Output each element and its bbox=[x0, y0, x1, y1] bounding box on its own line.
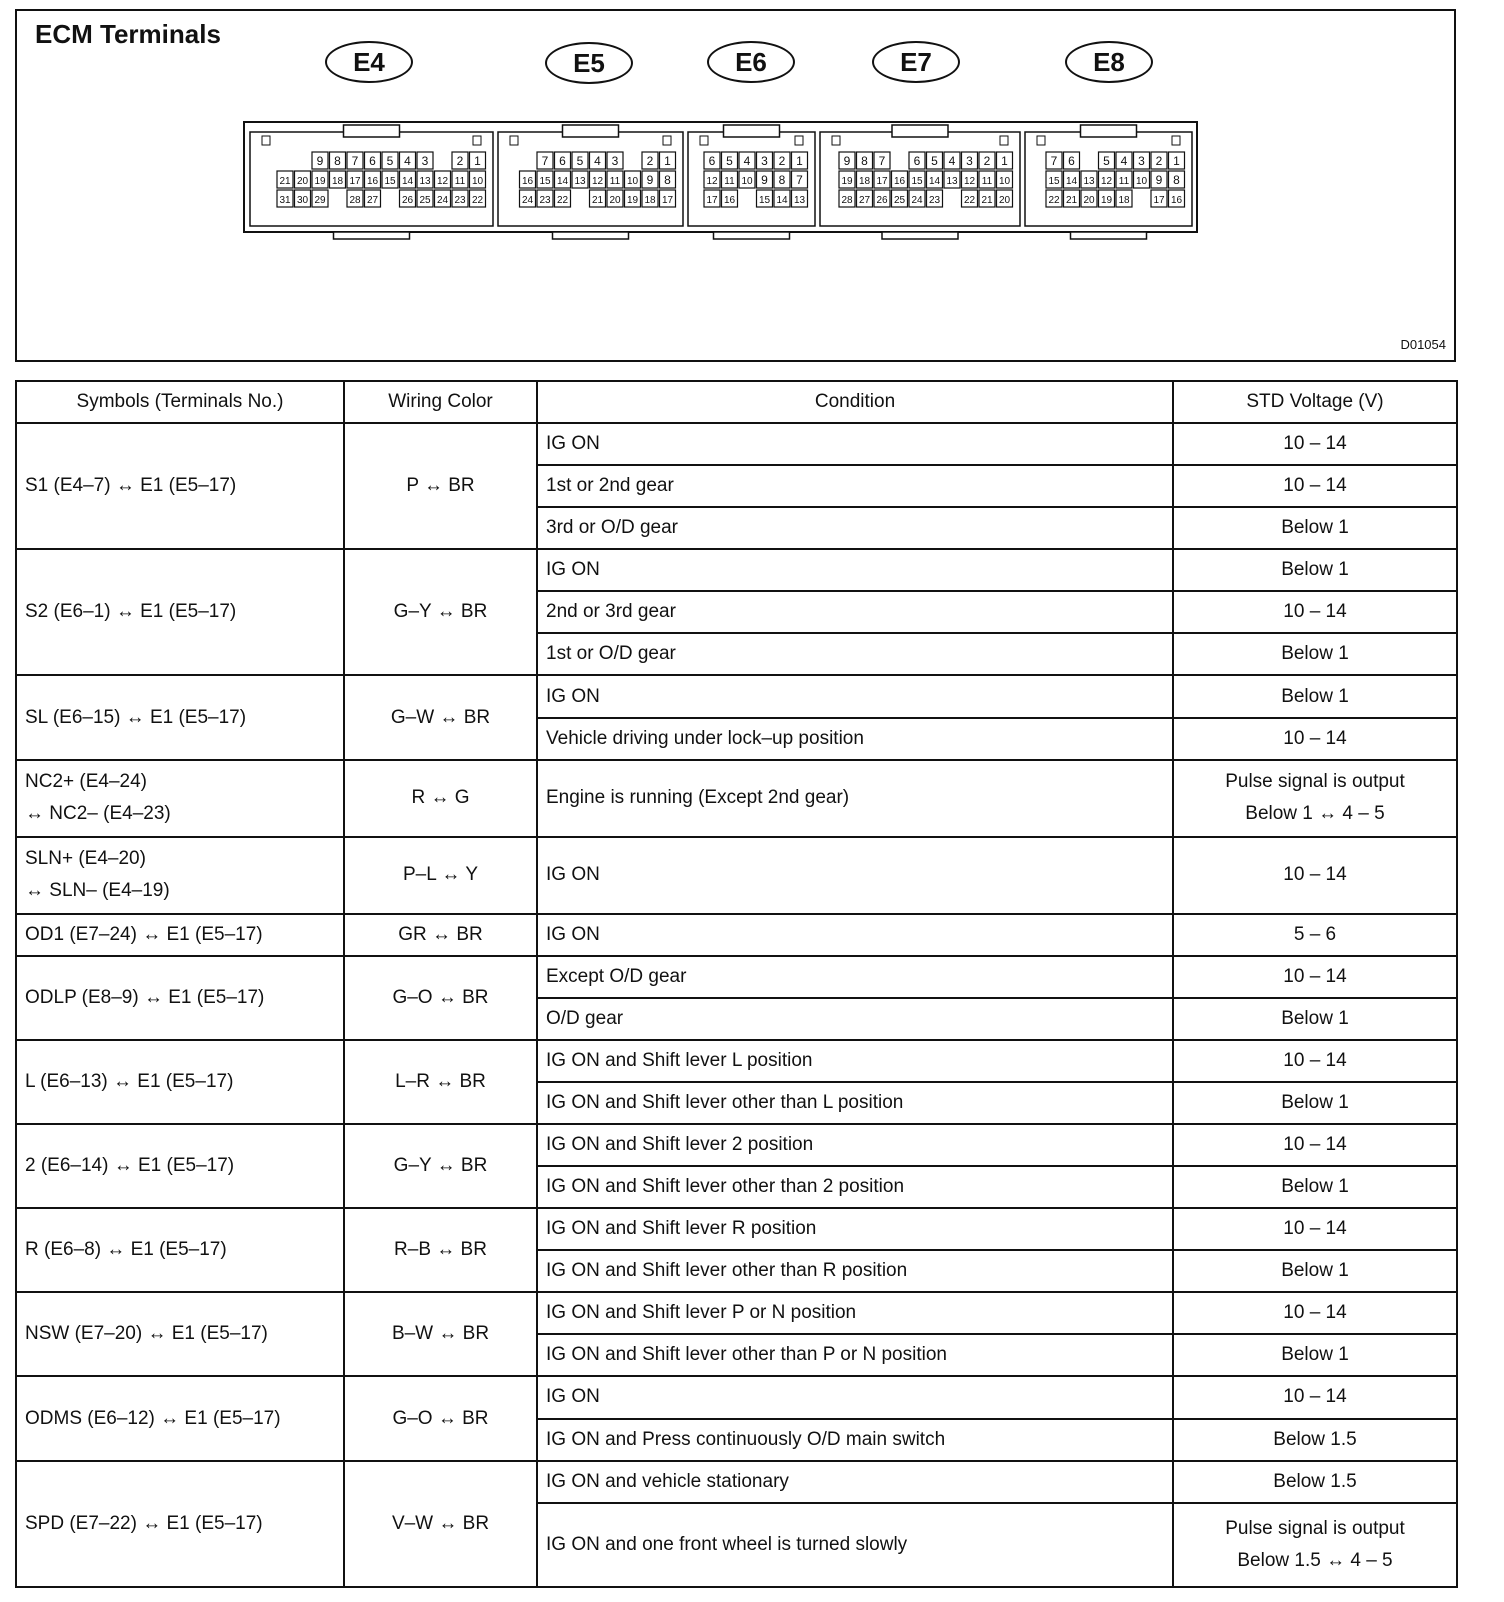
voltage-text: Below 1 bbox=[1281, 643, 1349, 665]
connector-tab bbox=[553, 232, 629, 239]
terminal-number: 4 bbox=[404, 154, 411, 168]
symbol-cell bbox=[16, 1208, 344, 1292]
terminal-number: 19 bbox=[626, 195, 639, 206]
terminal-number: 1 bbox=[664, 154, 671, 168]
voltage-cell bbox=[1173, 956, 1457, 998]
terminal-number: 12 bbox=[706, 176, 718, 187]
condition-cell: IG ON and Shift lever other than P or N position bbox=[537, 1334, 1173, 1376]
terminal-number: 1 bbox=[474, 154, 481, 168]
terminal-number: 9 bbox=[761, 173, 768, 187]
table-header-row bbox=[16, 381, 1457, 423]
terminal-number: 2 bbox=[778, 154, 786, 168]
terminal-number: 9 bbox=[843, 154, 851, 168]
condition-cell: IG ON and Shift lever other than R position bbox=[537, 1250, 1173, 1292]
voltage-text: 10 – 14 bbox=[1283, 1133, 1347, 1155]
terminal-number: 19 bbox=[841, 176, 853, 187]
voltage-cell bbox=[1173, 423, 1457, 465]
condition-cell: IG ON and one front wheel is turned slowly bbox=[537, 1503, 1173, 1587]
condition-cell: IG ON and Shift lever R position bbox=[537, 1208, 1173, 1250]
table-row bbox=[16, 956, 1457, 998]
symbol-cell bbox=[16, 956, 344, 1040]
terminal-number: 8 bbox=[1173, 173, 1180, 187]
terminal-number: 15 bbox=[384, 176, 396, 187]
terminal-number: 4 bbox=[948, 154, 956, 168]
terminal-number: 29 bbox=[314, 195, 326, 206]
voltage-text: Below 1 bbox=[1281, 1176, 1349, 1198]
terminal-number: 16 bbox=[893, 176, 906, 187]
terminal-number: 26 bbox=[401, 195, 414, 206]
terminal-number: 1 bbox=[1173, 154, 1180, 168]
wiring-color-cell: G–O ↔ BR bbox=[344, 956, 537, 1040]
symbol-cell bbox=[16, 760, 344, 837]
terminal-number: 8 bbox=[664, 173, 671, 187]
terminal-number: 21 bbox=[279, 176, 291, 187]
terminal-number: 5 bbox=[1103, 154, 1110, 168]
terminal-number: 11 bbox=[1118, 176, 1130, 187]
symbol-cell bbox=[16, 1040, 344, 1124]
terminal-number: 14 bbox=[776, 195, 788, 206]
wiring-color-cell: P ↔ BR bbox=[344, 423, 537, 549]
condition-cell: O/D gear bbox=[537, 998, 1173, 1040]
figure-id: D01054 bbox=[1400, 337, 1446, 352]
voltage-text: Below 1 bbox=[1281, 517, 1349, 539]
terminal-number: 9 bbox=[1155, 173, 1163, 187]
terminal-number: 18 bbox=[858, 176, 871, 187]
terminal-number: 19 bbox=[314, 176, 326, 187]
terminal-number: 10 bbox=[998, 176, 1011, 187]
terminal-number: 10 bbox=[471, 176, 484, 187]
voltage-text: Below 1 ↔ 4 – 5 bbox=[1245, 803, 1385, 825]
terminal-number: 23 bbox=[928, 195, 941, 206]
terminal-number: 26 bbox=[876, 195, 888, 206]
terminal-number: 27 bbox=[366, 195, 379, 206]
wiring-color-cell: G–Y ↔ BR bbox=[344, 549, 537, 675]
voltage-cell bbox=[1173, 507, 1457, 549]
terminal-number: 25 bbox=[893, 195, 906, 206]
header-condition: Condition bbox=[537, 381, 1173, 423]
figure-title: ECM Terminals bbox=[35, 19, 221, 49]
terminal-number: 14 bbox=[556, 176, 569, 187]
voltage-text: Below 1.5 bbox=[1273, 1470, 1357, 1492]
condition-cell: IG ON and Shift lever other than L position bbox=[537, 1082, 1173, 1124]
terminal-number: 27 bbox=[858, 195, 871, 206]
terminal-number: 21 bbox=[1065, 195, 1078, 206]
table-row bbox=[16, 760, 1457, 837]
voltage-text: 10 – 14 bbox=[1283, 1049, 1347, 1071]
terminal-number: 21 bbox=[981, 195, 993, 206]
voltage-cell bbox=[1173, 914, 1457, 956]
terminal-number: 15 bbox=[911, 176, 923, 187]
terminal-number: 7 bbox=[878, 154, 886, 168]
condition-cell: IG ON bbox=[537, 837, 1173, 914]
terminal-number: 22 bbox=[963, 195, 976, 206]
condition-cell: 1st or 2nd gear bbox=[537, 465, 1173, 507]
terminal-number: 31 bbox=[279, 195, 291, 206]
terminal-number: 6 bbox=[1068, 154, 1075, 168]
voltage-cell bbox=[1173, 1461, 1457, 1503]
terminal-number: 10 bbox=[741, 176, 753, 187]
terminal-number: 24 bbox=[521, 195, 534, 206]
terminal-number: 17 bbox=[661, 195, 674, 206]
terminal-number: 6 bbox=[913, 154, 921, 168]
terminal-number: 13 bbox=[419, 176, 431, 187]
voltage-text: 10 – 14 bbox=[1283, 1386, 1347, 1408]
voltage-cell bbox=[1173, 633, 1457, 675]
connector-label-e6: E6 bbox=[707, 41, 795, 83]
voltage-cell bbox=[1173, 1376, 1457, 1418]
symbol-text: L (E6–13) ↔ E1 (E5–17) bbox=[25, 1070, 234, 1092]
terminal-number: 6 bbox=[708, 154, 716, 168]
voltage-text: 10 – 14 bbox=[1283, 727, 1347, 749]
terminal-number: 17 bbox=[1153, 195, 1165, 206]
voltage-cell bbox=[1173, 1040, 1457, 1082]
terminal-number: 12 bbox=[963, 176, 976, 187]
table-row bbox=[16, 1376, 1457, 1418]
terminal-number: 6 bbox=[559, 154, 566, 168]
voltage-cell bbox=[1173, 718, 1457, 760]
symbol-cell bbox=[16, 1292, 344, 1376]
terminal-number: 4 bbox=[1120, 154, 1128, 168]
terminal-number: 15 bbox=[758, 195, 771, 206]
wiring-color-cell: G–W ↔ BR bbox=[344, 675, 537, 759]
terminal-number: 24 bbox=[911, 195, 923, 206]
terminal-number: 2 bbox=[646, 154, 654, 168]
voltage-cell bbox=[1173, 1334, 1457, 1376]
voltage-text: Below 1 bbox=[1281, 685, 1349, 707]
terminal-number: 22 bbox=[1048, 195, 1060, 206]
table-row bbox=[16, 549, 1457, 591]
symbol-text: NC2+ (E4–24) bbox=[25, 771, 147, 793]
terminal-number: 15 bbox=[539, 176, 551, 187]
table-row bbox=[16, 423, 1457, 465]
connector-label-e8: E8 bbox=[1065, 41, 1153, 83]
connector-label-e4: E4 bbox=[325, 41, 413, 83]
connector-key bbox=[262, 136, 270, 145]
table-row bbox=[16, 1461, 1457, 1503]
connector-latch bbox=[724, 125, 780, 137]
terminal-number: 1 bbox=[796, 154, 803, 168]
symbol-text: ↔ SLN– (E4–19) bbox=[25, 880, 170, 902]
condition-cell: 3rd or O/D gear bbox=[537, 507, 1173, 549]
wiring-color-cell: V–W ↔ BR bbox=[344, 1461, 537, 1587]
voltage-cell bbox=[1173, 675, 1457, 717]
terminal-number: 16 bbox=[1170, 195, 1183, 206]
symbol-cell bbox=[16, 423, 344, 549]
terminal-number: 24 bbox=[436, 195, 449, 206]
condition-cell: IG ON bbox=[537, 423, 1173, 465]
connector-key bbox=[510, 136, 518, 145]
symbol-cell bbox=[16, 914, 344, 956]
condition-cell: Engine is running (Except 2nd gear) bbox=[537, 760, 1173, 837]
symbol-cell bbox=[16, 549, 344, 675]
ecm-terminals-figure bbox=[15, 9, 1456, 362]
terminal-number: 13 bbox=[574, 176, 586, 187]
voltage-text: 5 – 6 bbox=[1293, 923, 1337, 945]
voltage-cell bbox=[1173, 1503, 1457, 1587]
terminal-number: 7 bbox=[796, 173, 803, 187]
connector-key bbox=[832, 136, 840, 145]
terminal-number: 5 bbox=[726, 154, 733, 168]
condition-cell: IG ON and vehicle stationary bbox=[537, 1461, 1173, 1503]
connector-latch bbox=[563, 125, 619, 137]
terminal-number: 3 bbox=[611, 154, 619, 168]
voltage-text: 10 – 14 bbox=[1283, 1302, 1347, 1324]
voltage-text: 10 – 14 bbox=[1283, 1218, 1347, 1240]
condition-cell: IG ON bbox=[537, 549, 1173, 591]
condition-cell: 1st or O/D gear bbox=[537, 633, 1173, 675]
symbol-text: ↔ NC2– (E4–23) bbox=[25, 803, 171, 825]
terminal-number: 28 bbox=[349, 195, 361, 206]
connector-label-e7: E7 bbox=[872, 41, 960, 83]
connector-key bbox=[795, 136, 803, 145]
wiring-color-cell: G–O ↔ BR bbox=[344, 1376, 537, 1460]
terminal-number: 8 bbox=[334, 154, 341, 168]
header-std-voltage: STD Voltage (V) bbox=[1173, 381, 1457, 423]
voltage-text: 10 – 14 bbox=[1283, 433, 1347, 455]
connector-key bbox=[663, 136, 671, 145]
terminal-number: 12 bbox=[436, 176, 449, 187]
terminal-number: 11 bbox=[981, 176, 993, 187]
voltage-text: Below 1 bbox=[1281, 1007, 1349, 1029]
terminal-number: 13 bbox=[793, 195, 806, 206]
terminal-voltage-table bbox=[15, 380, 1458, 1588]
condition-cell: 2nd or 3rd gear bbox=[537, 591, 1173, 633]
wiring-color-cell: G–Y ↔ BR bbox=[344, 1124, 537, 1208]
condition-cell: IG ON and Shift lever P or N position bbox=[537, 1292, 1173, 1334]
terminal-number: 1 bbox=[1001, 154, 1008, 168]
terminal-number: 18 bbox=[644, 195, 656, 206]
terminal-number: 23 bbox=[539, 195, 551, 206]
terminal-number: 18 bbox=[331, 176, 344, 187]
condition-cell: IG ON and Shift lever other than 2 position bbox=[537, 1166, 1173, 1208]
voltage-cell bbox=[1173, 549, 1457, 591]
terminal-number: 8 bbox=[861, 154, 868, 168]
symbol-text: SL (E6–15) ↔ E1 (E5–17) bbox=[25, 706, 247, 728]
voltage-text: Pulse signal is output bbox=[1225, 1517, 1405, 1539]
condition-cell: IG ON and Shift lever L position bbox=[537, 1040, 1173, 1082]
symbol-text: S1 (E4–7) ↔ E1 (E5–17) bbox=[25, 475, 237, 497]
terminal-number: 11 bbox=[724, 176, 735, 187]
symbol-cell bbox=[16, 1376, 344, 1460]
terminal-number: 15 bbox=[1048, 176, 1060, 187]
ecm-connector-diagram bbox=[17, 11, 1454, 360]
condition-cell: IG ON and Shift lever 2 position bbox=[537, 1124, 1173, 1166]
connector-tab bbox=[334, 232, 410, 239]
terminal-number: 22 bbox=[471, 195, 484, 206]
terminal-number: 21 bbox=[591, 195, 604, 206]
voltage-text: 10 – 14 bbox=[1283, 601, 1347, 623]
symbol-text: R (E6–8) ↔ E1 (E5–17) bbox=[25, 1239, 227, 1261]
connector-key bbox=[473, 136, 481, 145]
wiring-color-cell: P–L ↔ Y bbox=[344, 837, 537, 914]
connector-key bbox=[1037, 136, 1045, 145]
voltage-text: Pulse signal is output bbox=[1225, 771, 1405, 793]
terminal-number: 9 bbox=[646, 173, 654, 187]
terminal-number: 17 bbox=[706, 195, 718, 206]
terminal-number: 10 bbox=[626, 176, 639, 187]
connector-tab bbox=[882, 232, 958, 239]
terminal-number: 12 bbox=[591, 176, 604, 187]
terminal-number: 16 bbox=[366, 176, 379, 187]
wiring-color-cell: L–R ↔ BR bbox=[344, 1040, 537, 1124]
connector-key bbox=[700, 136, 708, 145]
connector-latch bbox=[344, 125, 400, 137]
terminal-number: 7 bbox=[541, 154, 549, 168]
symbol-cell bbox=[16, 675, 344, 759]
connector-key bbox=[1172, 136, 1180, 145]
symbol-text: SPD (E7–22) ↔ E1 (E5–17) bbox=[25, 1512, 263, 1534]
symbol-text: NSW (E7–20) ↔ E1 (E5–17) bbox=[25, 1323, 268, 1345]
connector-latch bbox=[892, 125, 948, 137]
terminal-number: 25 bbox=[419, 195, 431, 206]
terminal-number: 23 bbox=[454, 195, 466, 206]
terminal-number: 17 bbox=[349, 176, 361, 187]
symbol-text: ODMS (E6–12) ↔ E1 (E5–17) bbox=[25, 1407, 281, 1429]
terminal-number: 6 bbox=[369, 154, 376, 168]
terminal-number: 18 bbox=[1118, 195, 1130, 206]
voltage-cell bbox=[1173, 837, 1457, 914]
voltage-text: 10 – 14 bbox=[1283, 965, 1347, 987]
voltage-cell bbox=[1173, 465, 1457, 507]
terminal-number: 11 bbox=[609, 176, 621, 187]
terminal-number: 3 bbox=[761, 154, 768, 168]
wiring-color-cell: R ↔ G bbox=[344, 760, 537, 837]
terminal-number: 7 bbox=[1050, 154, 1058, 168]
terminal-number: 2 bbox=[983, 154, 991, 168]
connector-key bbox=[1000, 136, 1008, 145]
table-row bbox=[16, 914, 1457, 956]
voltage-cell bbox=[1173, 591, 1457, 633]
condition-cell: Vehicle driving under lock–up position bbox=[537, 718, 1173, 760]
terminal-number: 9 bbox=[316, 154, 324, 168]
symbol-text: SLN+ (E4–20) bbox=[25, 848, 146, 870]
voltage-text: Below 1.5 ↔ 4 – 5 bbox=[1237, 1549, 1393, 1571]
terminal-number: 14 bbox=[401, 176, 414, 187]
voltage-text: 10 – 14 bbox=[1283, 864, 1347, 886]
voltage-text: Below 1 bbox=[1281, 559, 1349, 581]
terminal-number: 20 bbox=[1083, 195, 1095, 206]
terminal-number: 11 bbox=[454, 176, 466, 187]
symbol-text: 2 (E6–14) ↔ E1 (E5–17) bbox=[25, 1155, 235, 1177]
terminal-number: 14 bbox=[928, 176, 941, 187]
terminal-number: 22 bbox=[556, 195, 569, 206]
terminal-number: 13 bbox=[1083, 176, 1095, 187]
voltage-cell bbox=[1173, 1292, 1457, 1334]
terminal-number: 5 bbox=[931, 154, 938, 168]
voltage-text: Below 1 bbox=[1281, 1260, 1349, 1282]
terminal-number: 30 bbox=[296, 195, 309, 206]
condition-cell: Except O/D gear bbox=[537, 956, 1173, 998]
voltage-text: Below 1.5 bbox=[1273, 1428, 1357, 1450]
terminal-number: 16 bbox=[521, 176, 534, 187]
terminal-number: 7 bbox=[351, 154, 359, 168]
connector-tab bbox=[714, 232, 790, 239]
connector-label-e5: E5 bbox=[545, 42, 633, 84]
voltage-cell bbox=[1173, 1124, 1457, 1166]
terminal-number: 20 bbox=[609, 195, 621, 206]
terminal-number: 20 bbox=[998, 195, 1011, 206]
table-row bbox=[16, 675, 1457, 717]
wiring-color-cell: B–W ↔ BR bbox=[344, 1292, 537, 1376]
terminal-number: 4 bbox=[743, 154, 751, 168]
terminal-number: 17 bbox=[876, 176, 888, 187]
terminal-number: 2 bbox=[1155, 154, 1163, 168]
symbol-cell bbox=[16, 1461, 344, 1587]
condition-cell: IG ON bbox=[537, 675, 1173, 717]
terminal-number: 5 bbox=[576, 154, 584, 168]
voltage-cell bbox=[1173, 1166, 1457, 1208]
symbol-text: OD1 (E7–24) ↔ E1 (E5–17) bbox=[25, 923, 263, 945]
table-row bbox=[16, 1208, 1457, 1250]
terminal-number: 3 bbox=[1138, 154, 1145, 168]
symbol-cell bbox=[16, 837, 344, 914]
voltage-cell bbox=[1173, 1082, 1457, 1124]
voltage-cell bbox=[1173, 998, 1457, 1040]
connector-latch bbox=[1081, 125, 1137, 137]
terminal-number: 3 bbox=[966, 154, 973, 168]
table-row bbox=[16, 1040, 1457, 1082]
terminal-number: 10 bbox=[1135, 176, 1148, 187]
terminal-number: 8 bbox=[778, 173, 786, 187]
symbol-cell bbox=[16, 1124, 344, 1208]
condition-cell: IG ON bbox=[537, 1376, 1173, 1418]
terminal-number: 14 bbox=[1065, 176, 1078, 187]
terminal-number: 5 bbox=[386, 154, 394, 168]
voltage-text: Below 1 bbox=[1281, 1344, 1349, 1366]
voltage-cell bbox=[1173, 1208, 1457, 1250]
terminal-number: 19 bbox=[1100, 195, 1113, 206]
condition-cell: IG ON and Press continuously O/D main switch bbox=[537, 1419, 1173, 1461]
voltage-text: Below 1 bbox=[1281, 1091, 1349, 1113]
symbol-text: ODLP (E8–9) ↔ E1 (E5–17) bbox=[25, 986, 265, 1008]
symbol-text: S2 (E6–1) ↔ E1 (E5–17) bbox=[25, 601, 237, 623]
voltage-cell bbox=[1173, 1419, 1457, 1461]
terminal-number: 2 bbox=[456, 154, 464, 168]
terminal-number: 28 bbox=[841, 195, 853, 206]
connector-tab bbox=[1071, 232, 1147, 239]
terminal-number: 12 bbox=[1100, 176, 1113, 187]
table-row bbox=[16, 1292, 1457, 1334]
table-row bbox=[16, 837, 1457, 914]
voltage-text: 10 – 14 bbox=[1283, 475, 1347, 497]
terminal-number: 16 bbox=[723, 195, 736, 206]
terminal-number: 20 bbox=[296, 176, 309, 187]
header-symbols: Symbols (Terminals No.) bbox=[16, 381, 344, 423]
voltage-cell bbox=[1173, 760, 1457, 837]
wiring-color-cell: R–B ↔ BR bbox=[344, 1208, 537, 1292]
terminal-number: 3 bbox=[421, 154, 429, 168]
terminal-number: 4 bbox=[594, 154, 601, 168]
header-wiring-color: Wiring Color bbox=[344, 381, 537, 423]
terminal-number: 13 bbox=[946, 176, 958, 187]
condition-cell: IG ON bbox=[537, 914, 1173, 956]
wiring-color-cell: GR ↔ BR bbox=[344, 914, 537, 956]
voltage-cell bbox=[1173, 1250, 1457, 1292]
table-row bbox=[16, 1124, 1457, 1166]
